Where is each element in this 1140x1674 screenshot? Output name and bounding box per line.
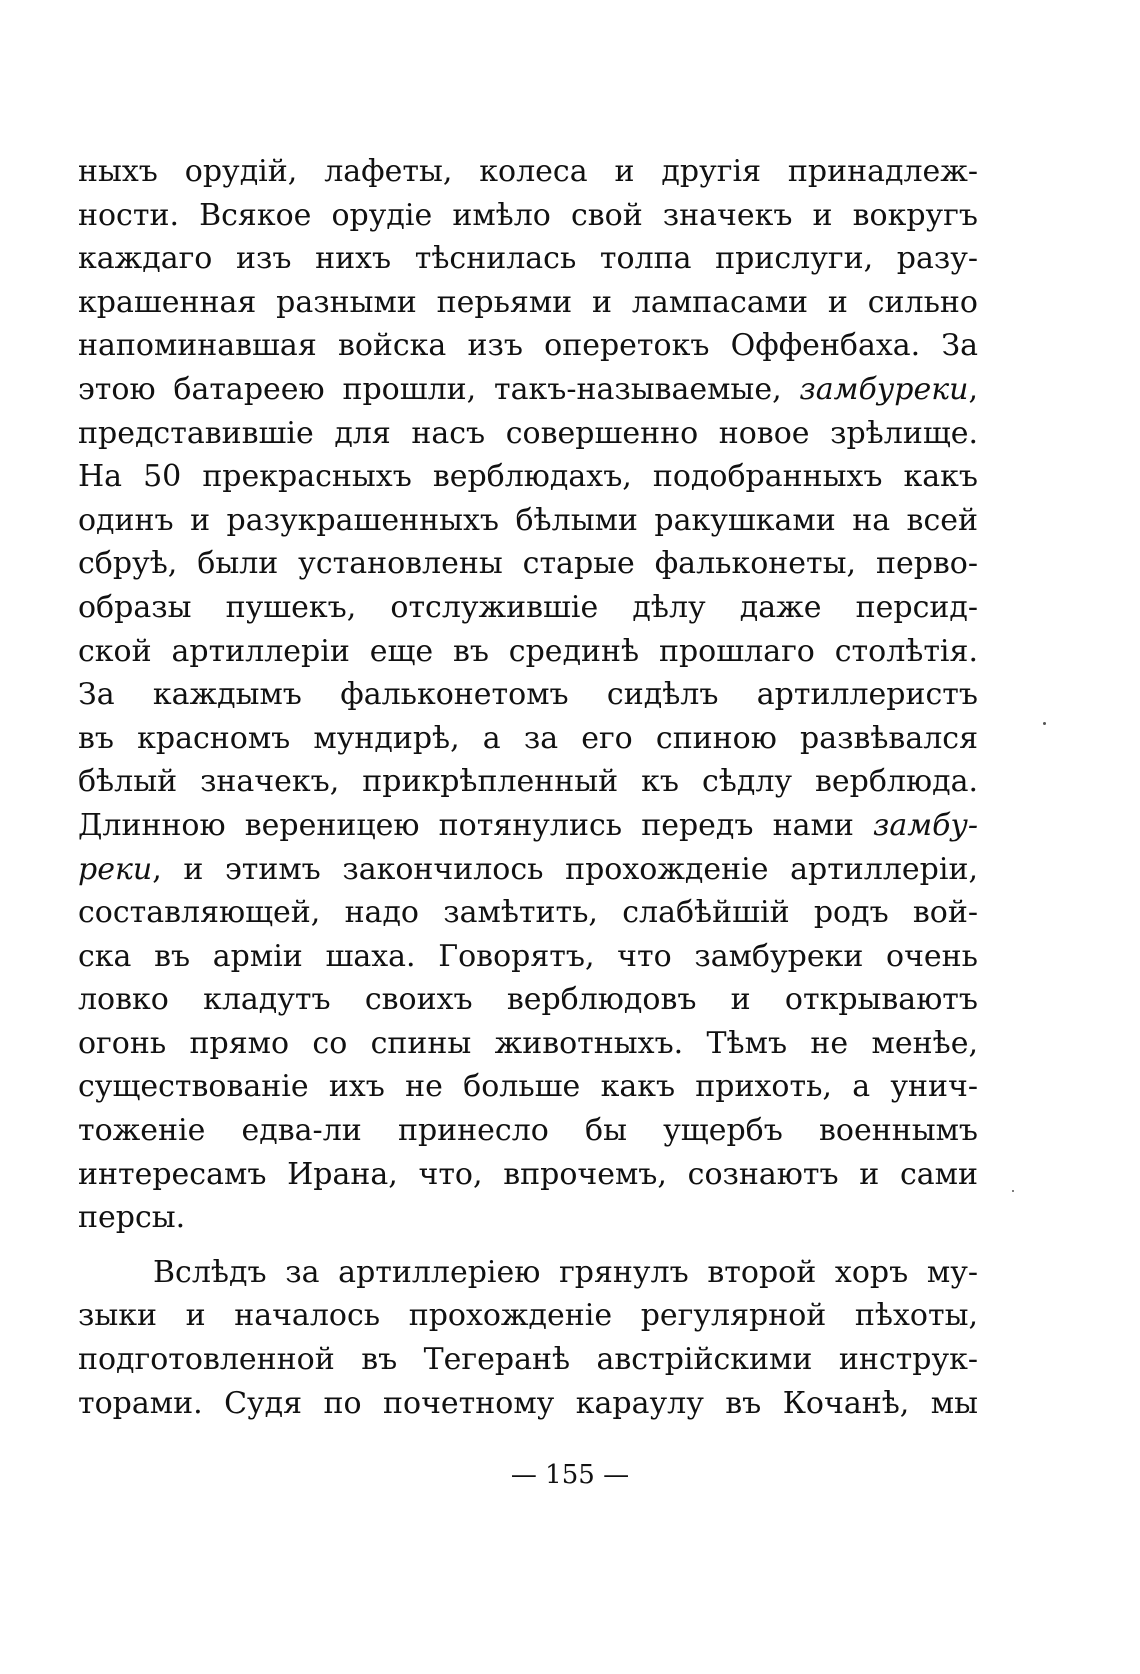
text-run: ской артиллеріи еще въ срединѣ прошлаго столѣтія.	[78, 633, 978, 669]
text-run: , и этимъ закончилось прохожденіе артиллеріи,	[152, 851, 978, 887]
text-run: Длинною вереницею потянулись передъ нами	[78, 807, 874, 843]
print-speck	[1012, 1190, 1014, 1192]
text-run: въ красномъ мундирѣ, а за его спиною развѣвался	[78, 720, 978, 756]
text-run: огонь прямо со спины животныхъ. Тѣмъ не менѣе,	[78, 1025, 978, 1061]
text-line	[78, 1251, 978, 1295]
text-line	[78, 237, 978, 281]
text-run: существованіе ихъ не больше какъ прихоть, а унич-	[78, 1069, 978, 1105]
paragraph	[78, 150, 978, 1240]
text-line	[78, 1196, 978, 1240]
text-run: одинъ и разукрашенныхъ бѣлыми ракушками на всей	[78, 502, 978, 538]
text-run: напоминавшая войска изъ оперетокъ Оффенбаха. За	[78, 328, 978, 364]
text-line	[78, 281, 978, 325]
text-run: ности. Всякое орудіе имѣло свой значекъ и вокругъ	[78, 197, 978, 233]
text-line	[78, 1294, 978, 1338]
text-line	[78, 542, 978, 586]
text-line	[78, 891, 978, 935]
text-line	[78, 717, 978, 761]
text-line	[78, 848, 978, 892]
text-line	[78, 1382, 978, 1426]
body-text	[78, 150, 978, 1425]
text-line	[78, 978, 978, 1022]
page-number: — 155 —	[510, 1460, 630, 1490]
paragraph	[78, 1251, 978, 1425]
text-run: подготовленной въ Тегеранѣ австрійскими инструк-	[78, 1342, 978, 1378]
text-line	[78, 804, 978, 848]
text-run: ска въ арміи шаха. Говорятъ, что замбуреки очень	[78, 938, 978, 974]
text-line	[78, 586, 978, 630]
text-line	[78, 1022, 978, 1066]
text-line	[78, 1065, 978, 1109]
text-line	[78, 760, 978, 804]
text-line	[78, 324, 978, 368]
text-run: бѣлый значекъ, прикрѣпленный къ сѣдлу верблюда.	[78, 764, 978, 800]
text-run: ловко кладутъ своихъ верблюдовъ и открываютъ	[78, 982, 978, 1018]
text-line	[78, 1153, 978, 1197]
text-line	[78, 150, 978, 194]
text-run: сбруѣ, были установлены старые фальконеты, перво-	[78, 546, 978, 582]
text-line	[78, 368, 978, 412]
text-run: представившіе для насъ совершенно новое зрѣлище.	[78, 415, 978, 451]
text-run: ныхъ орудій, лафеты, колеса и другія принадлеж-	[78, 154, 978, 189]
text-run: торами. Судя по почетному караулу въ Кочанѣ, мы	[78, 1385, 978, 1421]
text-line	[78, 499, 978, 543]
print-speck	[1043, 722, 1046, 725]
text-run: каждаго изъ нихъ тѣснилась толпа прислуги, разу-	[78, 241, 978, 277]
text-run: персы.	[78, 1200, 186, 1236]
text-line	[78, 673, 978, 717]
text-run: составляющей, надо замѣтить, слабѣйшій родъ вой-	[78, 895, 978, 931]
text-line	[78, 455, 978, 499]
italic-term: реки	[78, 851, 153, 887]
text-run: этою батареею прошли, такъ-называемые,	[78, 371, 800, 407]
text-run: тоженіе едва-ли принесло бы ущербъ военнымъ	[78, 1113, 978, 1149]
text-run: ,	[968, 371, 978, 407]
text-line	[78, 1338, 978, 1382]
text-line	[78, 1109, 978, 1153]
text-run: интересамъ Ирана, что, впрочемъ, сознаютъ и сами	[78, 1156, 978, 1192]
text-run: Вслѣдъ за артиллеріею грянулъ второй хоръ му-	[153, 1254, 978, 1290]
text-run: За каждымъ фальконетомъ сидѣлъ артиллеристъ	[78, 677, 978, 713]
text-run: образы пушекъ, отслужившіе дѣлу даже персид-	[78, 589, 978, 625]
paragraph-gap	[78, 1240, 978, 1251]
text-run: крашенная разными перьями и лампасами и сильно	[78, 284, 978, 320]
text-line	[78, 412, 978, 456]
italic-term: замбу-	[873, 807, 978, 843]
text-run: На 50 прекрасныхъ верблюдахъ, подобранныхъ какъ	[78, 459, 978, 495]
text-line	[78, 630, 978, 674]
text-run: зыки и началось прохожденіе регулярной пѣхоты,	[78, 1298, 978, 1334]
text-line	[78, 194, 978, 238]
text-line	[78, 935, 978, 979]
italic-term: замбуреки	[799, 371, 969, 407]
